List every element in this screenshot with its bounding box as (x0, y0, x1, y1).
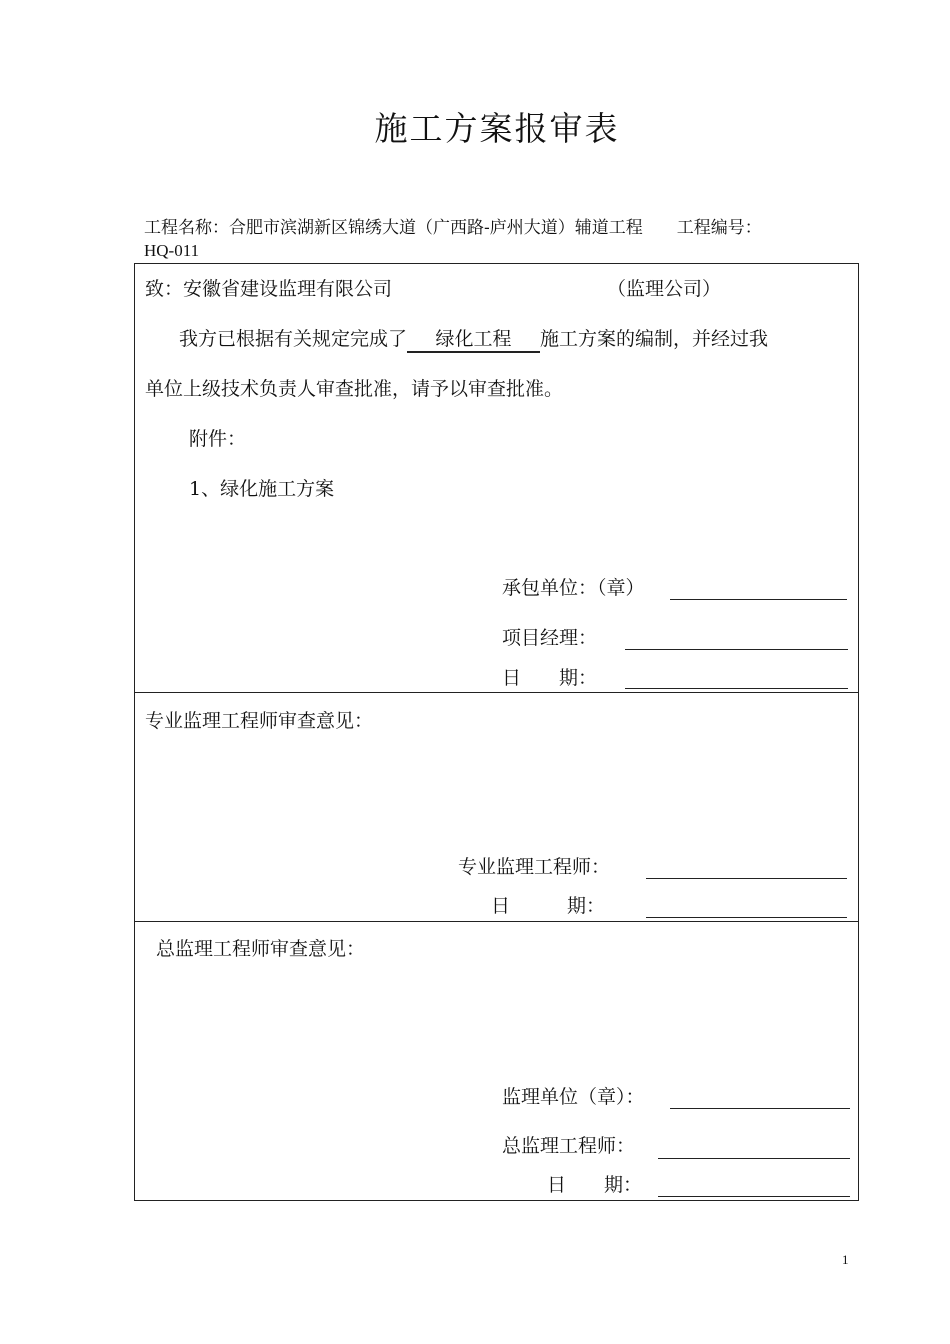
page-number: 1 (842, 1252, 849, 1267)
to-suffix: （监理公司） (607, 278, 722, 300)
contractor-signature-line[interactable] (670, 599, 847, 600)
to-company: 安徽省建设监理有限公司 (183, 278, 393, 300)
engineer-date-label: 日 期： (491, 895, 606, 917)
date-line[interactable] (625, 688, 848, 689)
chief-date-label: 日 期： (547, 1174, 643, 1196)
chief-engineer-line[interactable] (658, 1158, 850, 1159)
engineer-review-section (134, 692, 859, 922)
chief-date-line[interactable] (658, 1196, 850, 1197)
manager-signature-line[interactable] (625, 649, 848, 650)
body-prefix: 我方已根据有关规定完成了 (179, 328, 408, 350)
addressee-line (145, 274, 392, 301)
chief-engineer-label: 总监理工程师： (502, 1135, 636, 1157)
body-line-2: 单位上级技术负责人审查批准，请予以审查批准。 (145, 378, 564, 400)
body-line-1 (179, 324, 768, 353)
supervision-unit-label: 监理单位（章）： (502, 1086, 645, 1108)
attachment-item: 1、绿化施工方案 (189, 478, 335, 500)
body-suffix: 施工方案的编制，并经过我 (540, 328, 769, 350)
body-fill-value[interactable]: 绿化工程 (407, 324, 540, 353)
engineer-label: 专业监理工程师： (458, 856, 611, 878)
engineer-review-heading: 专业监理工程师审查意见： (145, 710, 374, 732)
date-label: 日 期： (502, 667, 598, 689)
attachments-label: 附件： (189, 428, 247, 450)
engineer-signature-line[interactable] (646, 878, 847, 879)
project-name-line: 工程名称：合肥市滨湖新区锦绣大道（广西路-庐州大道）辅道工程 工程编号： (144, 218, 762, 238)
chief-review-section (134, 921, 859, 1201)
submission-section (134, 263, 859, 693)
chief-review-heading: 总监理工程师审查意见： (156, 938, 366, 960)
to-prefix: 致： (145, 278, 184, 300)
engineer-date-line[interactable] (646, 917, 847, 918)
supervision-unit-line[interactable] (670, 1108, 850, 1109)
manager-label: 项目经理： (502, 627, 598, 649)
page-title: 施工方案报审表 (374, 109, 620, 148)
project-code: HQ-011 (144, 241, 200, 260)
contractor-label: 承包单位：（章） (502, 577, 645, 599)
